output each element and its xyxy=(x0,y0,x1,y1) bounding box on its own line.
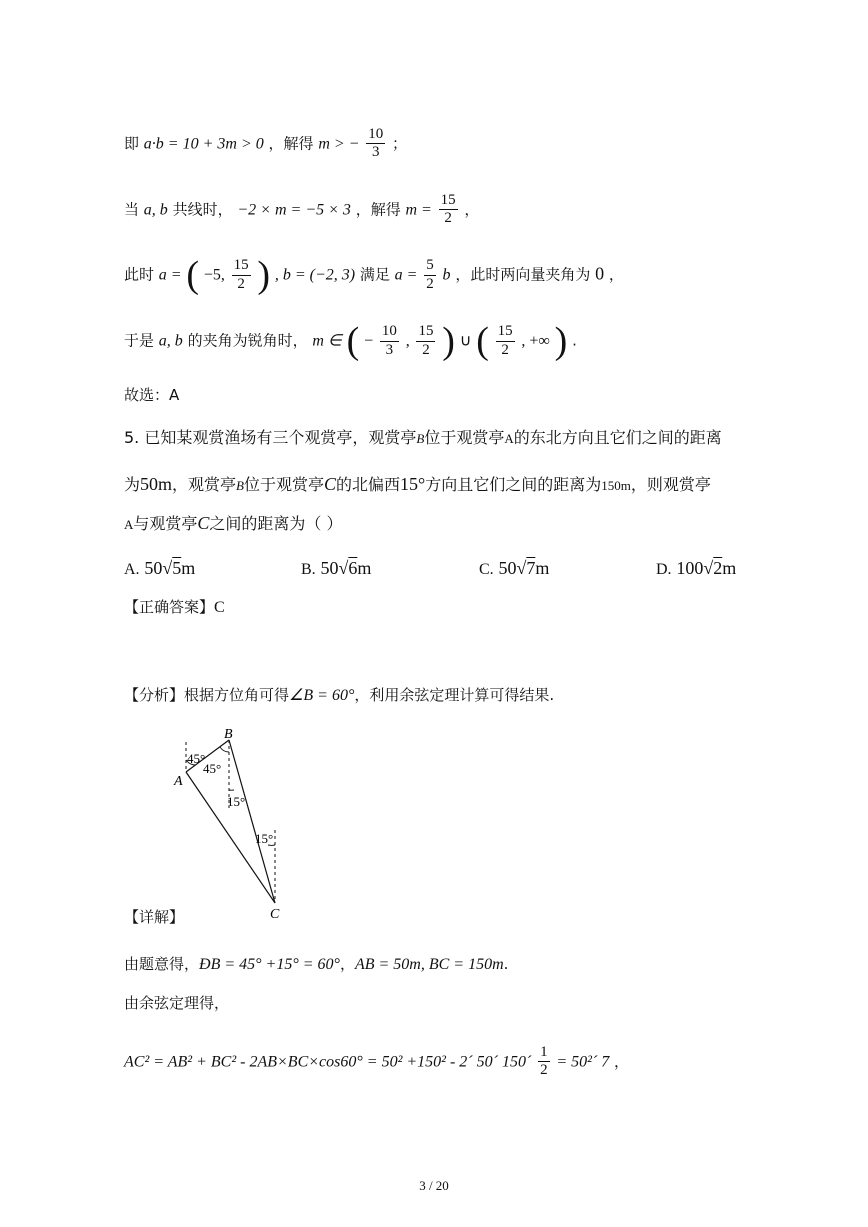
option-b-radicand: 6 xyxy=(348,558,358,578)
line4-comma1: , xyxy=(405,332,410,350)
line3-frac-num: 15 xyxy=(232,257,251,275)
line2-prefix: 当 xyxy=(124,200,140,219)
line3-fraction xyxy=(232,257,251,293)
option-d[interactable] xyxy=(656,558,736,579)
line4-frac1-den: 3 xyxy=(385,341,394,358)
option-d-coef: 100 xyxy=(676,558,704,578)
line3-b: b xyxy=(442,266,451,284)
question-label-c: C xyxy=(324,474,337,494)
detail-l1-end: . xyxy=(503,955,509,973)
line4-paren2-close: ) xyxy=(554,320,568,362)
option-b[interactable] xyxy=(301,558,371,579)
angle-label-15-b: 15° xyxy=(227,794,246,809)
label-b: B xyxy=(224,727,233,742)
option-b-coef: 50 xyxy=(320,558,339,578)
question-label-a2: A xyxy=(124,517,134,532)
detail-line-1 xyxy=(124,957,508,973)
option-a[interactable] xyxy=(124,558,195,579)
question-number: 5. xyxy=(124,428,140,447)
line3-coef-num: 5 xyxy=(424,257,436,275)
line3-vector-a-eq: a = xyxy=(158,266,182,284)
side-bc xyxy=(229,740,275,903)
line2-fraction xyxy=(439,192,458,228)
line3-paren-open: ( xyxy=(186,254,200,296)
option-b-letter: B. xyxy=(301,561,316,578)
option-b-sqrt-icon: √ xyxy=(338,558,349,578)
line3-coef-fraction xyxy=(424,257,436,293)
detail-l1-prefix: 由题意得， xyxy=(124,955,200,973)
line3-a-eq: a = xyxy=(394,266,418,284)
label-c: C xyxy=(270,907,280,922)
option-c-radicand: 7 xyxy=(526,558,536,578)
line4-frac1-num: 10 xyxy=(380,323,399,341)
option-d-unit: m xyxy=(722,558,737,578)
question-text-g: 的北偏西 xyxy=(336,475,401,494)
line2-mid1: 共线时， xyxy=(172,200,233,219)
question-text-c: 的东北方向且它们之间的距离 xyxy=(513,428,722,447)
line4-frac2-den: 2 xyxy=(422,341,430,358)
question-text-j: 与观赏亭 xyxy=(133,514,198,533)
solution-line-4 xyxy=(124,322,577,360)
line2-frac-num: 15 xyxy=(439,192,458,210)
option-c-letter: C. xyxy=(479,561,494,578)
option-a-letter: A. xyxy=(124,561,140,578)
line2-end: ， xyxy=(464,200,480,219)
solution-line-1 xyxy=(124,126,407,162)
question-line-2 xyxy=(124,475,711,493)
option-c[interactable] xyxy=(479,558,549,579)
detail-line-3 xyxy=(124,1044,629,1080)
answer-line xyxy=(124,600,225,616)
line2-m-eq: m = xyxy=(405,201,432,219)
angle-label-45-a: 45° xyxy=(187,751,206,766)
detail-l3-expression-left: AC² = AB² + BC² - 2AB×BC×cos60° = 50² +150² - 2´ 50´ 150´ xyxy=(124,1053,532,1071)
detail-l3-expression-right: = 50²´ 7 xyxy=(556,1053,610,1071)
line4-infinity: , +∞ xyxy=(521,332,550,350)
angle-arc-b xyxy=(220,747,229,752)
line4-prefix: 于是 xyxy=(124,331,155,350)
analysis-text-a: 根据方位角可得 xyxy=(184,686,290,704)
option-c-sqrt-icon: √ xyxy=(516,558,527,578)
line4-frac3-den: 2 xyxy=(501,341,509,358)
option-a-unit: m xyxy=(181,558,196,578)
line3-end: ，此时两向量夹角为 xyxy=(455,265,591,284)
answer-value: C xyxy=(214,599,225,616)
line1-expression: a·b = 10 + 3m > 0 xyxy=(143,135,264,153)
angle-label-45-b: 45° xyxy=(203,761,222,776)
option-c-unit: m xyxy=(535,558,550,578)
analysis-text-b: ，利用余弦定理计算可得结果. xyxy=(354,686,555,704)
line3-frac-den: 2 xyxy=(237,275,245,292)
question-label-a: A xyxy=(504,431,514,446)
detail-l1-expression: ÐB = 45° +15° = 60° xyxy=(199,956,340,973)
detail-l3-frac-den: 2 xyxy=(540,1062,548,1079)
option-a-radicand: 5 xyxy=(172,558,182,578)
detail-l1-expression2: AB = 50m, BC = 150m xyxy=(354,956,504,973)
option-a-coef: 50 xyxy=(144,558,163,578)
question-text-f: 位于观赏亭 xyxy=(244,475,325,494)
line4-frac1 xyxy=(380,323,399,359)
analysis-expression: ∠B = 60° xyxy=(289,687,355,704)
line1-mid: ，解得 xyxy=(268,134,314,153)
line4-frac2-num: 15 xyxy=(416,323,435,341)
label-a: A xyxy=(174,774,183,789)
option-a-sqrt-icon: √ xyxy=(162,558,173,578)
line4-frac3-num: 15 xyxy=(496,323,515,341)
question-dist1: 50m xyxy=(140,474,173,494)
question-text-h: 方向且它们之间的距离为 xyxy=(425,475,602,494)
line4-m-in: m ∈ xyxy=(312,332,342,350)
line1-frac-den: 3 xyxy=(372,144,380,161)
detail-label: 【详解】 xyxy=(124,908,185,926)
line4-paren1-open: ( xyxy=(346,320,360,362)
detail-line-2: 由余弦定理得， xyxy=(124,994,230,1012)
detail-l3-fraction xyxy=(538,1044,550,1080)
option-d-radicand: 2 xyxy=(713,558,723,578)
line4-end: . xyxy=(572,331,577,350)
detail-l3-frac-num: 1 xyxy=(538,1044,550,1062)
line4-frac3 xyxy=(496,323,515,359)
question-text-d: 为 xyxy=(124,475,141,494)
question-label-b: B xyxy=(416,431,425,446)
line2-mid2: ，解得 xyxy=(355,200,401,219)
answer-label: 【正确答案】 xyxy=(124,598,215,616)
question-label-c2: C xyxy=(197,513,210,533)
line4-mid: 的夹角为锐角时， xyxy=(187,331,308,350)
line3-comma: ， xyxy=(608,265,624,284)
line1-fraction xyxy=(366,126,385,162)
question-text-e: ，观赏亭 xyxy=(172,475,237,494)
line2-frac-den: 2 xyxy=(444,210,452,227)
line4-paren1-close: ) xyxy=(442,320,455,362)
line3-zero: 0 xyxy=(595,263,605,284)
page-number: 3 / 20 xyxy=(419,1178,449,1193)
line3-paren-close: ) xyxy=(257,254,271,296)
triangle-figure xyxy=(168,724,298,924)
solution-line-2 xyxy=(124,192,479,228)
line2-expression: −2 × m = −5 × 3 xyxy=(237,201,351,219)
line4-union: ∪ xyxy=(459,332,472,350)
question-label-b2: B xyxy=(236,478,244,493)
line1-m-gt: m > − xyxy=(318,135,360,153)
line4-frac2 xyxy=(416,323,435,359)
option-d-sqrt-icon: √ xyxy=(703,558,714,578)
solution-line-3 xyxy=(124,256,624,294)
question-line-3 xyxy=(124,514,343,532)
line4-vectors: a, b xyxy=(158,332,183,350)
question-text-i: ，则观赏亭 xyxy=(630,475,711,494)
option-d-letter: D. xyxy=(656,561,672,578)
detail-l3-end: ， xyxy=(614,1052,630,1071)
line3-mid: 满足 xyxy=(359,265,390,284)
line4-paren2-open: ( xyxy=(476,320,489,362)
analysis-label: 【分析】 xyxy=(124,686,185,704)
line3-vector-b: , b = (−2, 3) xyxy=(274,266,356,284)
question-dist2: 150m xyxy=(601,478,631,493)
line1-frac-num: 10 xyxy=(366,126,385,144)
question-text-b: 位于观赏亭 xyxy=(424,428,505,447)
question-text-a: 已知某观赏渔场有三个观赏亭，观赏亭 xyxy=(144,428,417,447)
question-line-1 xyxy=(124,430,722,446)
detail-l1-mid: ， xyxy=(339,955,355,973)
question-angle: 15° xyxy=(400,474,426,494)
angle-label-15-c: 15° xyxy=(255,831,274,846)
question-text-k: 之间的距离为（ ） xyxy=(209,514,343,533)
line1-end: ； xyxy=(392,134,408,153)
line4-minus: − xyxy=(364,332,374,350)
solution-line-5 xyxy=(124,388,179,403)
line3-minus5: −5, xyxy=(203,266,225,284)
analysis-line xyxy=(124,688,554,704)
option-b-unit: m xyxy=(357,558,372,578)
line1-prefix: 即 xyxy=(124,134,140,153)
line3-coef-den: 2 xyxy=(426,275,434,292)
option-c-coef: 50 xyxy=(498,558,517,578)
line3-prefix: 此时 xyxy=(124,265,155,284)
line5-text: 故选：A xyxy=(124,386,180,404)
line2-vectors: a, b xyxy=(143,201,168,219)
